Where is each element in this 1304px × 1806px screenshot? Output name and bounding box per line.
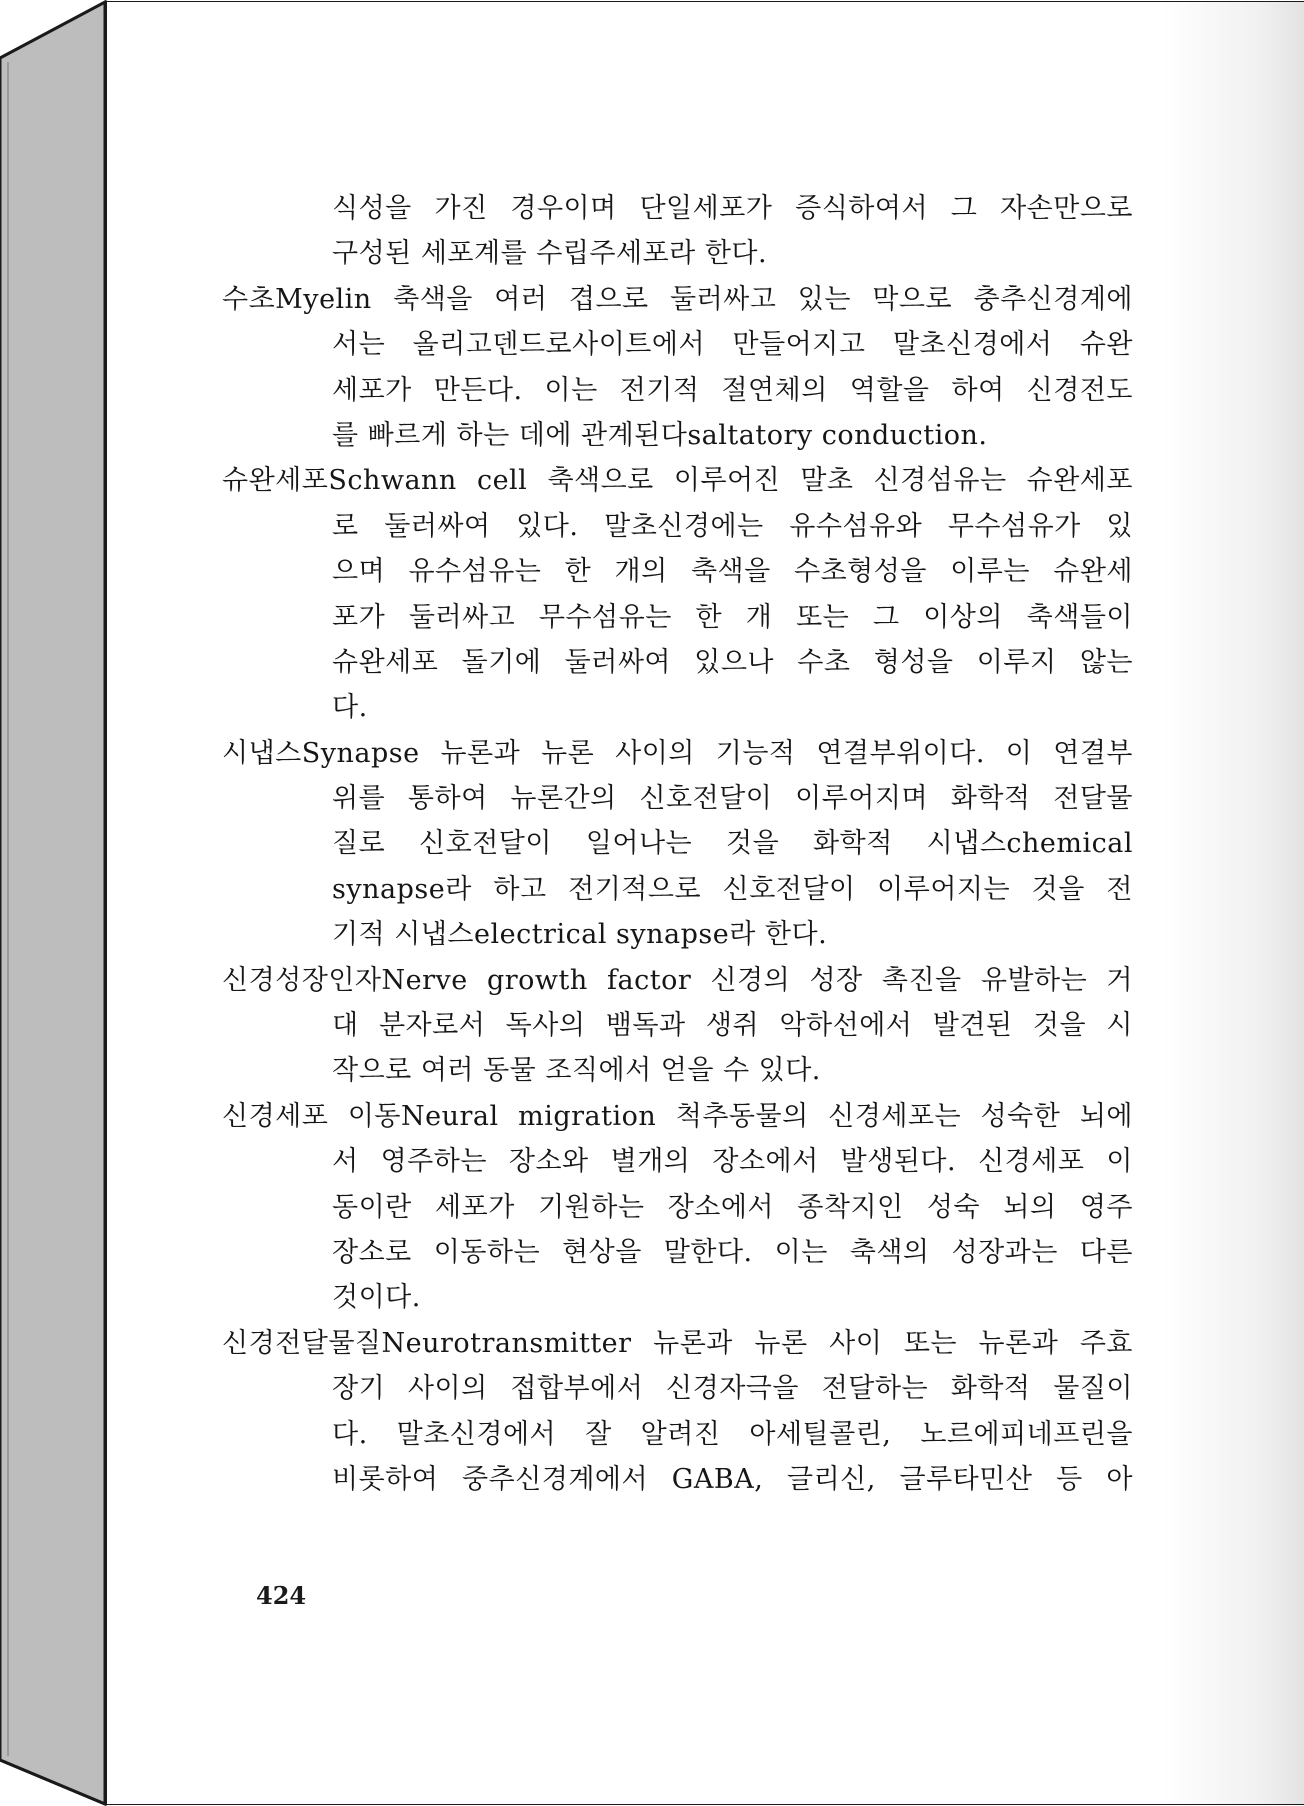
text-line: 작으로 여러 동물 조직에서 얻을 수 있다. xyxy=(332,1055,821,1087)
page-number: 424 xyxy=(256,1581,307,1610)
text-line: 동이란 세포가 기원하는 장소에서 종착지인 성숙 뇌의 영주 xyxy=(332,1191,1133,1223)
text-line: 다. xyxy=(332,692,368,724)
text-line: 로 둘러싸여 있다. 말초신경에는 유수섬유와 무수섬유가 있 xyxy=(332,510,1133,542)
glossary-text xyxy=(222,186,1133,1502)
text-line: 를 빠르게 하는 데에 관계된다saltatory conduction. xyxy=(332,419,988,451)
text-line: 시냅스Synapse 뉴론과 뉴론 사이의 기능적 연결부위이다. 이 연결부 xyxy=(222,737,1133,769)
text-line: 구성된 세포계를 수립주세포라 한다. xyxy=(332,238,768,270)
text-line: 서는 올리고덴드로사이트에서 만들어지고 말초신경에서 슈완 xyxy=(332,329,1133,361)
text-line: 세포가 만든다. 이는 전기적 절연체의 역할을 하여 신경전도 xyxy=(332,374,1133,406)
text-line: 다. 말초신경에서 잘 알려진 아세틸콜린, 노르에피네프린을 xyxy=(332,1418,1133,1450)
text-line: 서 영주하는 장소와 별개의 장소에서 발생된다. 신경세포 이 xyxy=(332,1146,1133,1178)
text-line: 장소로 이동하는 현상을 말한다. 이는 축색의 성장과는 다른 xyxy=(332,1236,1133,1268)
text-line: 신경세포 이동Neural migration 척추동물의 신경세포는 성숙한 뇌에 xyxy=(222,1100,1133,1132)
text-line: 포가 둘러싸고 무수섬유는 한 개 또는 그 이상의 축색들이 xyxy=(332,601,1133,633)
text-line: 신경전달물질Neurotransmitter 뉴론과 뉴론 사이 또는 뉴론과 주효 xyxy=(222,1327,1133,1359)
text-line: 장기 사이의 접합부에서 신경자극을 전달하는 화학적 물질이 xyxy=(332,1373,1133,1405)
text-line: 으며 유수섬유는 한 개의 축색을 수초형성을 이루는 슈완세 xyxy=(332,556,1133,588)
text-line: 신경성장인자Nerve growth factor 신경의 성장 촉진을 유발하는 거 xyxy=(222,964,1133,996)
text-line: 슈완세포Schwann cell 축색으로 이루어진 말초 신경섬유는 슈완세포 xyxy=(222,465,1133,497)
text-line: 위를 통하여 뉴론간의 신호전달이 이루어지며 화학적 전달물 xyxy=(332,783,1133,815)
text-line: 기적 시냅스electrical synapse라 한다. xyxy=(332,919,828,951)
text-line: 슈완세포 돌기에 둘러싸여 있으나 수초 형성을 이루지 않는 xyxy=(332,646,1133,678)
text-line: synapse라 하고 전기적으로 신호전달이 이루어지는 것을 전 xyxy=(332,873,1133,905)
text-line: 것이다. xyxy=(332,1282,421,1314)
text-line: 수초Myelin 축색을 여러 겹으로 둘러싸고 있는 막으로 충추신경계에 xyxy=(222,283,1133,315)
text-line: 대 분자로서 독사의 뱀독과 생쥐 악하선에서 발견된 것을 시 xyxy=(332,1010,1133,1042)
text-line: 식성을 가진 경우이며 단일세포가 증식하여서 그 자손만으로 xyxy=(332,193,1133,224)
text-line: 비롯하여 중추신경계에서 GABA, 글리신, 글루타민산 등 아 xyxy=(332,1463,1133,1495)
text-line: 질로 신호전달이 일어나는 것을 화학적 시냅스chemical xyxy=(332,828,1133,860)
